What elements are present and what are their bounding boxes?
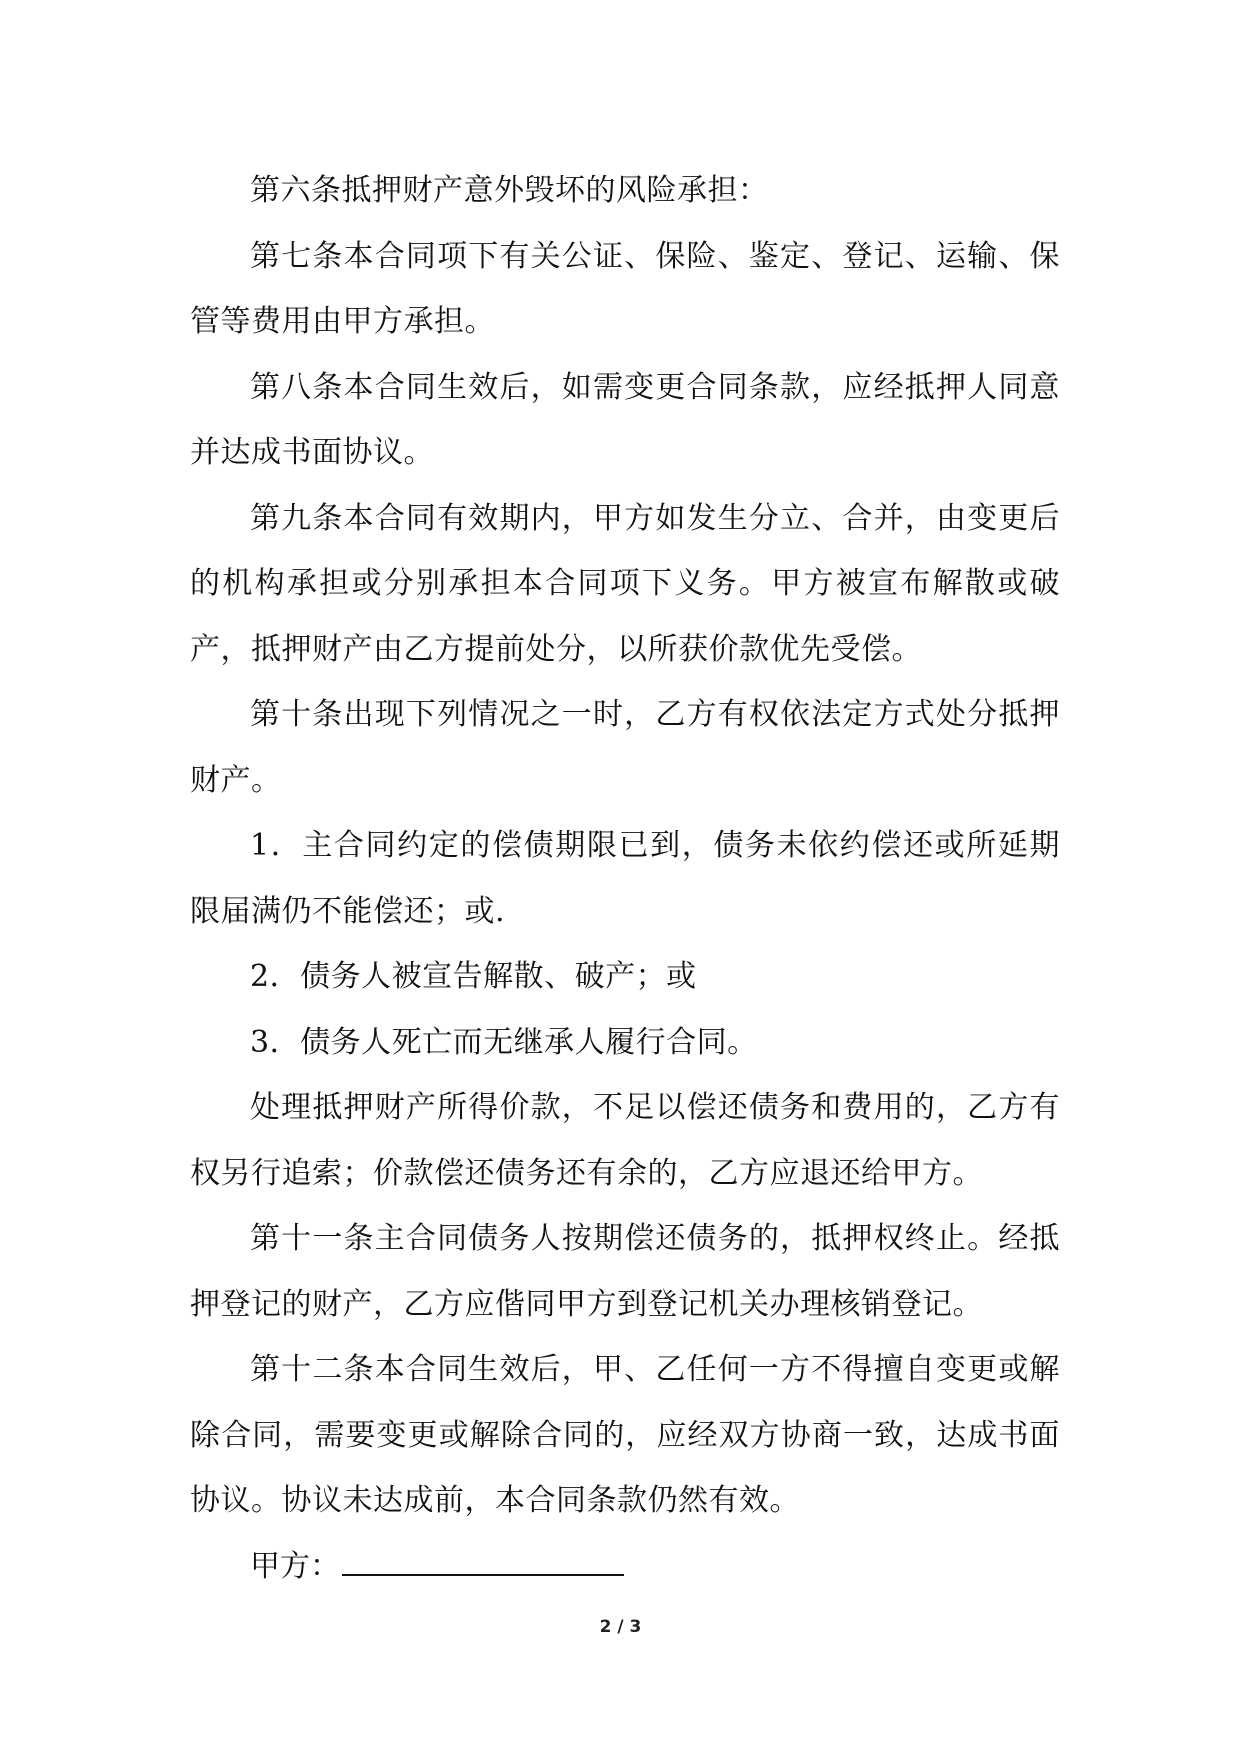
page-number: 2 / 3: [599, 1617, 642, 1637]
paragraph-article-10: 第十条出现下列情况之一时，乙方有权依法定方式处分抵押财产。: [190, 697, 1060, 798]
document-body: [190, 158, 1060, 1599]
paragraph-article-7: 第七条本合同项下有关公证、保险、鉴定、登记、运输、保管等费用由甲方承担。: [190, 238, 1060, 339]
party-a-label: 甲方：: [250, 1548, 340, 1584]
list-item-1: 1．主合同约定的偿债期限已到，债务未依约偿还或所延期限届满仍不能偿还；或.: [190, 828, 1060, 929]
party-a-signature: [190, 1534, 1060, 1600]
list-item-3: 3．债务人死亡而无继承人履行合同。: [250, 1024, 758, 1060]
party-a-signature-line: [342, 1552, 624, 1576]
paragraph-article-11: 第十一条主合同债务人按期偿还债务的，抵押权终止。经抵押登记的财产，乙方应偕同甲方到登记机关办理核销登记。: [190, 1221, 1060, 1322]
list-item-2: 2．债务人被宣告解散、破产；或: [250, 959, 697, 994]
paragraph-article-12: 第十二条本合同生效后，甲、乙任何一方不得擅自变更或解除合同，需要变更或解除合同的，应经双方协商一致，达成书面协议。协议未达成前，本合同条款仍然有效。: [190, 1352, 1060, 1518]
paragraph-disposal-proceeds: 处理抵押财产所得价款，不足以偿还债务和费用的，乙方有权另行追索；价款偿还债务还有余的，乙方应退还给甲方。: [190, 1090, 1060, 1191]
paragraph-article-9: 第九条本合同有效期内，甲方如发生分立、合并，由变更后的机构承担或分别承担本合同项下义务。甲方被宣布解散或破产，抵押财产由乙方提前处分，以所获价款优先受偿。: [190, 500, 1060, 667]
paragraph-article-8: 第八条本合同生效后，如需变更合同条款，应经抵押人同意并达成书面协议。: [190, 369, 1060, 470]
paragraph-article-6: 第六条抵押财产意外毁坏的风险承担：: [250, 173, 769, 208]
